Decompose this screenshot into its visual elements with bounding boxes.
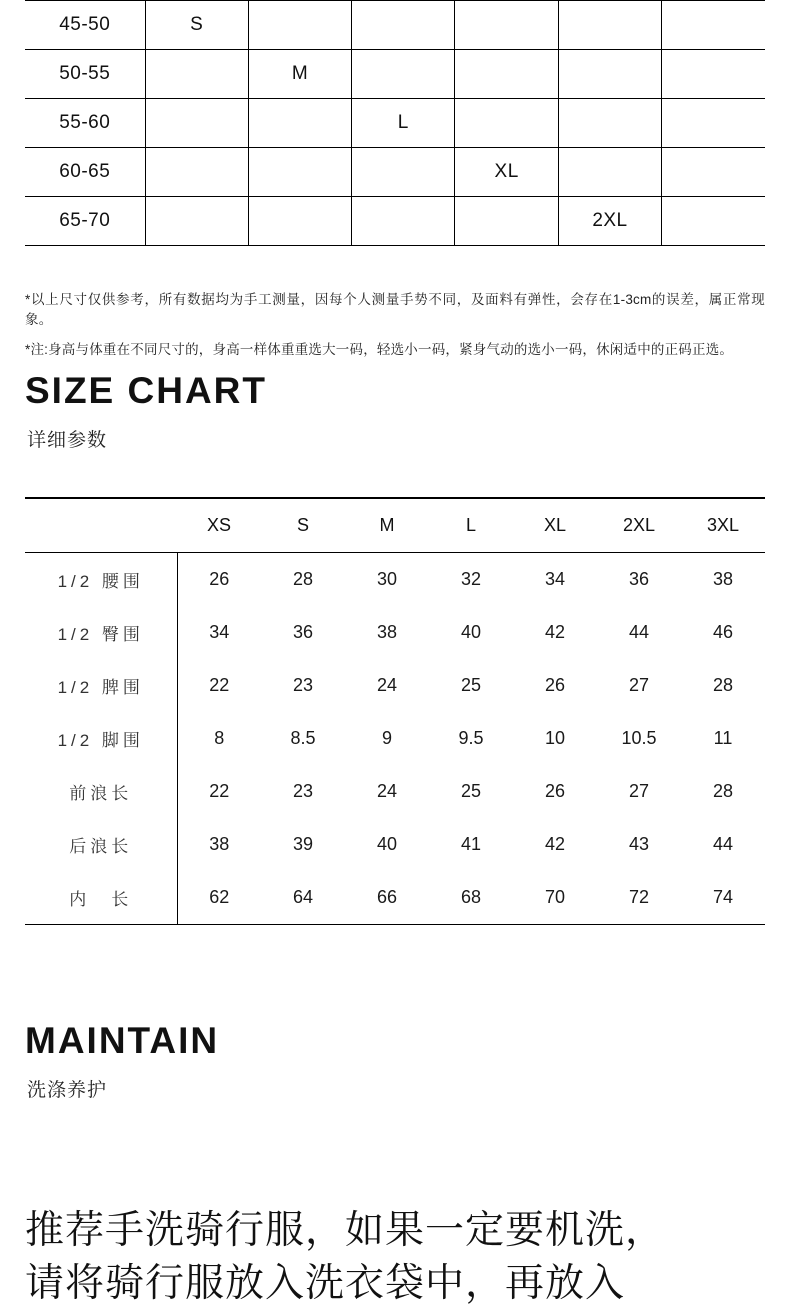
- size-cell: XL: [455, 148, 558, 197]
- empty-cell: [662, 50, 765, 99]
- size-chart-table-wrap: [25, 497, 765, 925]
- empty-cell: [352, 148, 455, 197]
- empty-cell: [145, 148, 248, 197]
- size-cell: S: [145, 1, 248, 50]
- measure-cell: 28: [712, 781, 734, 801]
- header-cell-xl: XL: [543, 515, 567, 535]
- measure-cell: 66: [376, 887, 398, 907]
- measure-cell: 8: [214, 728, 225, 748]
- row-label-ankle: 1/2 脚围: [25, 712, 177, 765]
- measure-cell: 44: [628, 622, 650, 642]
- table-row: [25, 712, 765, 765]
- measure-cell: 43: [628, 834, 650, 854]
- header-cell-2xl: 2XL: [622, 515, 656, 535]
- measure-cell: 22: [209, 781, 230, 801]
- measure-cell: 23: [292, 675, 314, 695]
- measure-cell: 9.5: [458, 728, 484, 748]
- row-label-front-rise: 前浪长: [25, 765, 177, 818]
- weight-range-cell: 60-65: [25, 148, 145, 197]
- row-label-hip: 1/2 臀围: [25, 606, 177, 659]
- measure-cell: 25: [460, 781, 482, 801]
- empty-cell: [248, 197, 351, 246]
- measure-cell: 10: [544, 728, 566, 748]
- maintain-heading: [25, 1020, 765, 1102]
- empty-cell: [558, 148, 661, 197]
- measure-cell: 39: [292, 834, 314, 854]
- table-row: [25, 871, 765, 925]
- header-cell-xs: XS: [206, 515, 231, 535]
- weight-size-table-body: [25, 1, 765, 246]
- measure-cell: 40: [460, 622, 482, 642]
- measure-cell: 44: [712, 834, 734, 854]
- empty-cell: [455, 99, 558, 148]
- table-header-row: [25, 499, 765, 553]
- empty-cell: [558, 99, 661, 148]
- empty-cell: [248, 1, 351, 50]
- weight-size-table-wrap: [0, 0, 790, 246]
- measure-cell: 42: [544, 834, 566, 854]
- size-chart-body: [25, 553, 765, 926]
- measure-cell: 74: [712, 887, 734, 907]
- measure-cell: 23: [292, 781, 314, 801]
- maintain-body-text: [25, 1205, 765, 1310]
- table-row: [25, 99, 765, 148]
- weight-range-cell: 45-50: [25, 1, 145, 50]
- row-label-inseam: 内 长: [25, 871, 177, 925]
- measure-cell: 68: [460, 887, 482, 907]
- weight-range-cell: 50-55: [25, 50, 145, 99]
- empty-cell: [352, 197, 455, 246]
- measure-cell: 28: [712, 675, 734, 695]
- measure-cell: 9: [381, 728, 392, 748]
- measure-cell: 62: [209, 887, 230, 907]
- measure-cell: 24: [376, 781, 398, 801]
- empty-cell: [662, 148, 765, 197]
- footnote-2: *注:身高与体重在不同尺寸的，身高一样体重重选大一码，轻选小一码，紧身气动的选小一码，休闲适中的正码正选。: [25, 341, 734, 357]
- size-chart-heading: [25, 370, 765, 452]
- measure-cell: 41: [460, 834, 482, 854]
- size-cell: L: [352, 99, 455, 148]
- measure-cell: 38: [209, 834, 230, 854]
- size-chart-title-en: SIZE CHART: [25, 370, 267, 411]
- measure-cell: 40: [376, 834, 398, 854]
- measure-cell: 26: [177, 553, 261, 607]
- header-cell-blank: [25, 499, 177, 553]
- empty-cell: [558, 1, 661, 50]
- measure-cell: 11: [713, 728, 733, 748]
- empty-cell: [558, 50, 661, 99]
- table-row: [25, 659, 765, 712]
- table-row: [25, 1, 765, 50]
- table-row: [25, 765, 765, 818]
- empty-cell: [145, 50, 248, 99]
- measure-cell: 64: [292, 887, 314, 907]
- weight-size-table: [25, 0, 765, 246]
- table-row: [25, 148, 765, 197]
- header-cell-3xl: 3XL: [706, 515, 740, 535]
- table-row: [25, 50, 765, 99]
- header-cell-s: S: [296, 515, 309, 535]
- empty-cell: [455, 50, 558, 99]
- measure-cell: 26: [544, 781, 566, 801]
- empty-cell: [455, 1, 558, 50]
- measure-cell: 72: [628, 887, 650, 907]
- empty-cell: [145, 99, 248, 148]
- measure-cell: 30: [345, 553, 429, 607]
- measure-cell: 10.5: [621, 728, 657, 748]
- size-chart-head: [25, 498, 765, 553]
- row-label-thigh: 1/2 脾围: [25, 659, 177, 712]
- measure-cell: 24: [376, 675, 398, 695]
- size-chart-title-cn: 详细参数: [27, 429, 108, 451]
- measure-cell: 32: [429, 553, 513, 607]
- empty-cell: [248, 99, 351, 148]
- empty-cell: [662, 1, 765, 50]
- empty-cell: [352, 50, 455, 99]
- footnotes: [25, 290, 765, 369]
- empty-cell: [455, 197, 558, 246]
- measure-cell: 28: [261, 553, 345, 607]
- measure-cell: 25: [460, 675, 482, 695]
- measure-cell: 34: [209, 622, 230, 642]
- maintain-line-1: 推荐手洗骑行服，如果一定要机洗，: [25, 1209, 666, 1252]
- measure-cell: 42: [544, 622, 566, 642]
- measure-cell: 27: [628, 675, 650, 695]
- table-row: [25, 553, 765, 607]
- measure-cell: 36: [597, 553, 681, 607]
- header-cell-m: M: [379, 515, 395, 535]
- measure-cell: 26: [544, 675, 566, 695]
- measure-cell: 8.5: [290, 728, 316, 748]
- footnote-1: *以上尺寸仅供参考，所有数据均为手工测量，因每个人测量手势不同，及面料有弹性，会存在1-3cm的误差，属正常现象。: [25, 292, 765, 328]
- measure-cell: 46: [712, 622, 734, 642]
- header-cell-l: L: [465, 515, 476, 535]
- size-cell: 2XL: [558, 197, 661, 246]
- maintain-line-2: 请将骑行服放入洗衣袋中，再放入: [25, 1261, 626, 1305]
- measure-cell: 70: [544, 887, 566, 907]
- row-label-waist: 1/2 腰围: [25, 553, 177, 607]
- size-cell: M: [248, 50, 351, 99]
- measure-cell: 34: [513, 553, 597, 607]
- weight-range-cell: 55-60: [25, 99, 145, 148]
- measure-cell: 27: [628, 781, 650, 801]
- row-label-back-rise: 后浪长: [25, 818, 177, 871]
- weight-range-cell: 65-70: [25, 197, 145, 246]
- measure-cell: 38: [681, 553, 765, 607]
- measure-cell: 22: [209, 675, 230, 695]
- empty-cell: [662, 197, 765, 246]
- maintain-title-en: MAINTAIN: [25, 1020, 220, 1061]
- measure-cell: 38: [376, 622, 398, 642]
- table-row: [25, 606, 765, 659]
- table-row: [25, 197, 765, 246]
- measure-cell: 36: [292, 622, 314, 642]
- empty-cell: [662, 99, 765, 148]
- maintain-title-cn: 洗涤养护: [27, 1079, 108, 1101]
- empty-cell: [352, 1, 455, 50]
- table-bottom-rule: [25, 925, 765, 926]
- empty-cell: [145, 197, 248, 246]
- table-row: [25, 818, 765, 871]
- size-chart-table: [25, 497, 765, 925]
- empty-cell: [248, 148, 351, 197]
